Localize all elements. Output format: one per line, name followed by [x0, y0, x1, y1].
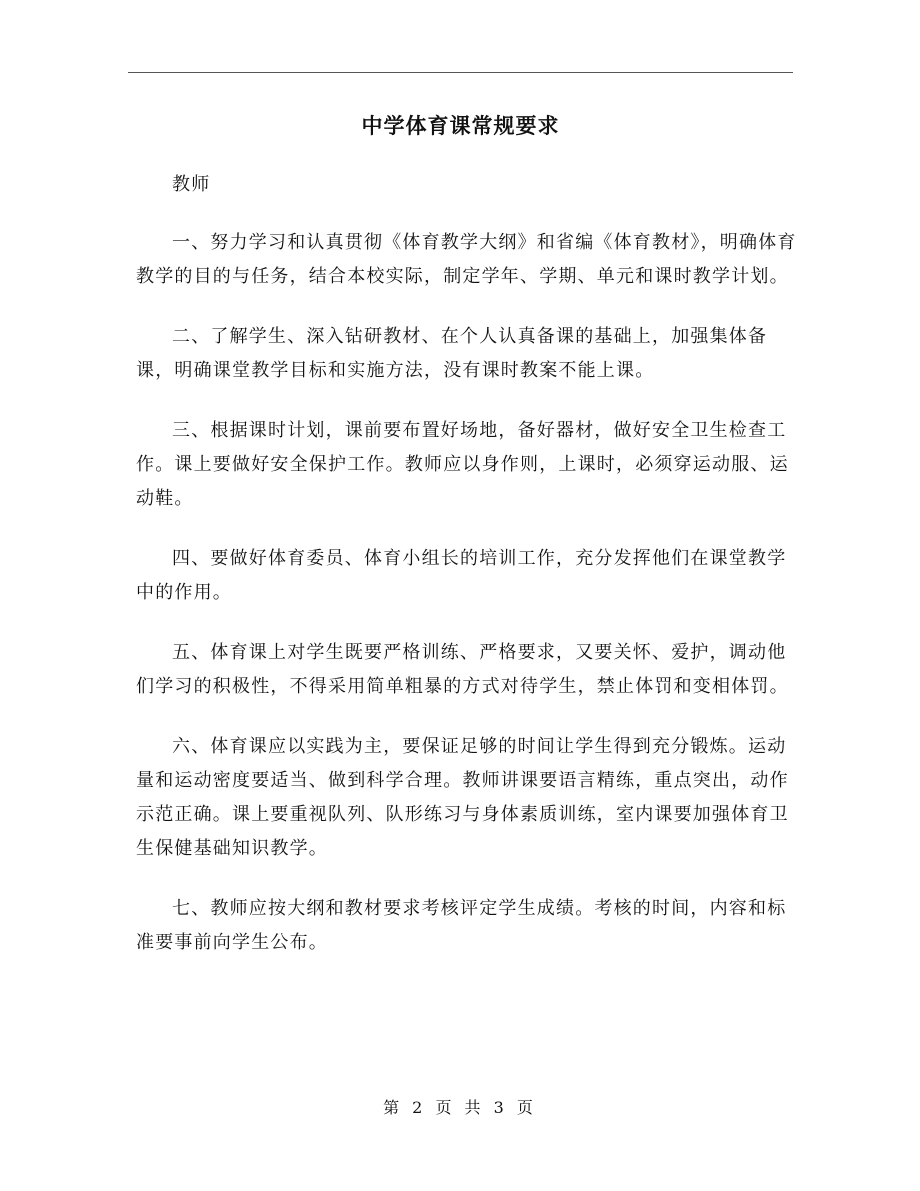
paragraph-1: 一、努力学习和认真贯彻《体育教学大纲》和省编《体育教材》，明确体育教学的目的与任务，结合本校实际，制定学年、学期、单元和课时教学计划。: [136, 232, 797, 287]
paragraph-6: 六、体育课应以实践为主，要保证足够的时间让学生得到充分锻炼。运动量和运动密度要适当、做到科学合理。教师讲课要语言精练，重点突出，动作示范正确。课上要重视队列、队形练习与身体素质训练，室内课要加强体育卫生保健基础知识教学。: [136, 736, 789, 859]
document-title: 中学体育课常规要求: [361, 113, 560, 138]
page-number: 第 2 页 共 3 页: [383, 1098, 537, 1117]
section-label: 教师: [172, 174, 211, 195]
header-rule: [128, 72, 793, 73]
paragraph-4: 四、要做好体育委员、体育小组长的培训工作，充分发挥他们在课堂教学中的作用。: [136, 548, 787, 603]
paragraph-5: 五、体育课上对学生既要严格训练、严格要求，又要关怀、爱护，调动他们学习的积极性，不得采用简单粗暴的方式对待学生，禁止体罚和变相体罚。: [136, 642, 789, 697]
paragraph-2: 二、了解学生、深入钻研教材、在个人认真备课的基础上，加强集体备课，明确课堂教学目标和实施方法，没有课时教案不能上课。: [136, 326, 768, 381]
paragraph-3: 三、根据课时计划，课前要布置好场地，备好器材，做好安全卫生检查工作。课上要做好安全保护工作。教师应以身作则，上课时，必须穿运动服、运动鞋。: [136, 420, 789, 509]
paragraph-7: 七、教师应按大纲和教材要求考核评定学生成绩。考核的时间，内容和标准要事前向学生公布。: [136, 898, 787, 953]
document-body: [136, 168, 801, 986]
